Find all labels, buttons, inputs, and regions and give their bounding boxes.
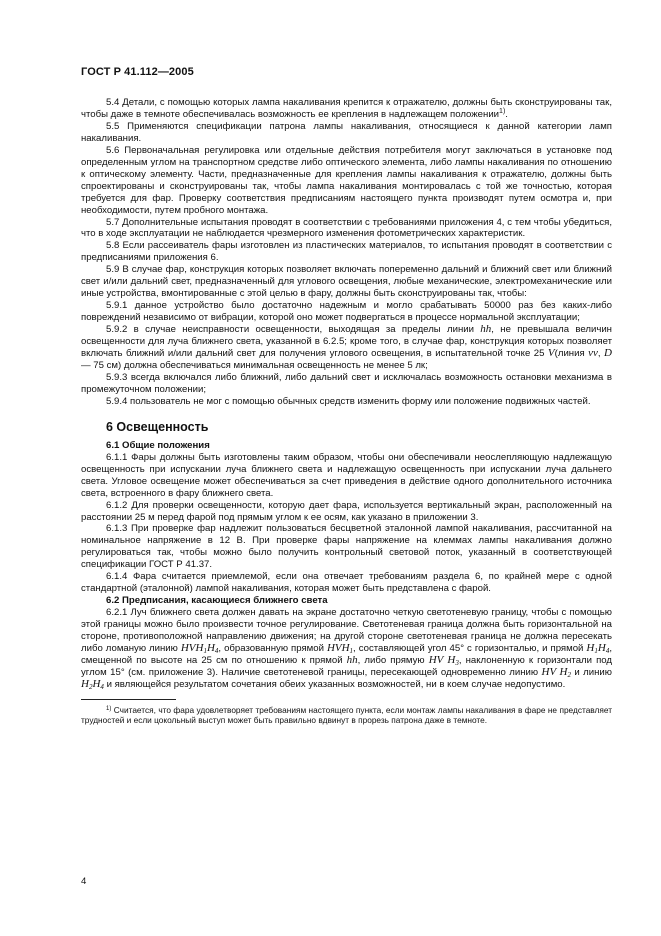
math-subscript: 1 xyxy=(349,646,354,655)
math-symbol: H xyxy=(206,641,215,654)
math-subscript: 2 xyxy=(88,682,93,691)
document-body xyxy=(81,97,612,726)
paragraph-text: , xyxy=(597,348,605,360)
paragraph-6-1-1: 6.1.1 Фары должны быть изготовлены таким образом, чтобы они обеспечивали неослепляющую надлежащую освещенность при испускании луча ближнего света и надлежащую освещенность при испускании луча дальнего света. Угловое освещение может обеспечиваться за счет приведения в действие одного дополнительного источника света, встроенного в фару ближнего света. xyxy=(81,451,612,499)
paragraph-text: , не превышала величин освещенности для луча ближнего света, указанной в 6.2.5; кроме того, в случае фар, конструкция которых позволяет включать ближний и/или дальний свет для получения углового освещения, в испытательной точке 25 xyxy=(81,324,612,360)
math-subscript: 4 xyxy=(214,646,219,655)
math-formula xyxy=(327,642,353,654)
math-symbol: HVH xyxy=(326,641,350,654)
paragraph-text: и линию xyxy=(570,666,612,678)
paragraph-5-9-3: 5.9.3 всегда включался либо ближний, либо дальний свет и исключалась возможность остановки механизма в промежуточном положении; xyxy=(81,371,612,395)
paragraph-5-5: 5.5 Применяются спецификации патрона лампы накаливания, относящиеся к данной категории ламп накаливания. xyxy=(81,120,612,144)
paragraph-5-8: 5.8 Если рассеиватель фары изготовлен из пластических материалов, то испытания проводят в соответствии с предписаниями приложения 6. xyxy=(81,240,612,264)
math-formula xyxy=(81,678,104,690)
math-subscript: 1 xyxy=(203,646,207,655)
math-symbol: HVH xyxy=(180,641,204,654)
paragraph-5-9-4: 5.9.4 пользователь не мог с помощью обычных средств изменить форму или положение подвижных частей. xyxy=(106,395,591,407)
footnote-reference: 1) xyxy=(499,107,506,115)
math-formula xyxy=(429,654,459,666)
paragraph-6-1-3: 6.1.3 При проверке фар надлежит пользоваться бесцветной эталонной лампой накаливания, рассчитанной на номинальное напряжение в 12 В. При проверке фары напряжение на клеммах лампы накаливания должно регулироваться так, чтобы можно было получить контрольный световой поток, указанный в соответствующей спецификации ГОСТ Р 41.37. xyxy=(81,523,612,571)
footnote xyxy=(81,705,612,726)
math-subscript: 4 xyxy=(605,646,610,655)
paragraph-text: (линия xyxy=(554,348,589,360)
document-header: ГОСТ Р 41.112—2005 xyxy=(81,66,194,78)
math-symbol: D xyxy=(604,347,612,360)
math-formula xyxy=(181,642,219,654)
math-symbol: H xyxy=(586,641,595,654)
paragraph-6-1-4: 6.1.4 Фара считается приемлемой, если она отвечает требованиям раздела 6, по крайней мере с одной стандартной (эталонной) лампой накаливания, которая может быть представлена с фарой. xyxy=(81,571,612,595)
paragraph-text: 6.2.1 Луч ближнего света должен давать на экране достаточно четкую светотеневую границу, чтобы с помощью этой границы можно было произвести точное регулирование. Светотеневая граница должна быть горизонтальной на стороне, противоположной направлению движения; на другой стороне светотеневая граница не должна пересекать либо ломаную линию xyxy=(81,607,612,654)
subsection-heading-6-1: 6.1 Общие положения xyxy=(106,439,210,451)
math-symbol: HV H xyxy=(541,665,568,678)
paragraph-text: , наклоненную к горизонтали под углом 15° (см. приложение 3). Наличие светотеневой границы, пересекающей одновременно линию xyxy=(81,654,613,678)
math-symbol: H xyxy=(597,641,606,654)
paragraph-text: , либо прямую xyxy=(357,654,429,666)
paragraph-text: 5.9.2 в случае неисправности освещенности, выходящая за пределы линии xyxy=(106,324,481,336)
paragraph-5-7: 5.7 Дополнительные испытания проводят в соответствии с требованиями приложения 4, с тем чтобы убедиться, что в ходе эксплуатации не наблюдается чрезмерного изменения фотометрических характеристик. xyxy=(81,216,612,240)
paragraph-5-9-1: 5.9.1 данное устройство было достаточно надежным и могло срабатывать 50000 раз без каких-либо повреждений независимо от вибрации, которой оно может подвергаться в процессе нормальной эксплуатации; xyxy=(81,300,612,324)
paragraph-text: — 75 см) должна обеспечиваться минимальная освещенность не менее 5 лк; xyxy=(81,359,428,371)
math-symbol: hh xyxy=(346,653,358,666)
paragraph-text: 5.4 Детали, с помощью которых лампа накаливания крепится к отражателю, должны быть сконструированы так, чтобы даже в темноте обеспечивалась возможность ее крепления в надлежащем положении xyxy=(81,97,612,120)
paragraph-text: и являющейся результатом сочетания обеих указанных возможностей, ни в коем случае недопустимо. xyxy=(103,678,566,690)
paragraph-5-6: 5.6 Первоначальная регулировка или отдельные действия потребителя могут заключаться в установке под определенным углом на транспортном средстве либо оптического элемента, либо лампы накаливания по отношению к оптическому элементу. Части, предназначенные для крепления лампы накаливания к отражателю, должны быть спроектированы и сконструированы так, чтобы лампа накаливания монтировалась с той же точностью, которая требуется для фар. Проверку соответствия предписаниям настоящего пункта производят путем осмотра и, при необходимости, путем пробного монтажа. xyxy=(81,144,612,216)
math-symbol: H xyxy=(92,677,101,690)
math-formula xyxy=(586,642,609,654)
math-symbol: vv xyxy=(588,347,598,360)
math-subscript: 4 xyxy=(100,682,104,691)
paragraph-5-9-2 xyxy=(81,324,612,372)
paragraph-text: , смещенной по высоте на 25 см по отношению к прямой xyxy=(81,642,612,666)
paragraph-text: , составляющей угол 45° с горизонталью, и прямой xyxy=(353,642,587,654)
math-symbol: HV H xyxy=(428,653,456,666)
subsection-heading-6-2: 6.2 Предписания, касающиеся ближнего света xyxy=(106,595,328,607)
footnote-mark: 1) xyxy=(106,705,112,712)
math-formula xyxy=(542,666,571,678)
footnote-text: Считается, что фара удовлетворяет требованиям настоящего пункта, если монтаж лампы накаливания в фаре не представляет трудностей и если цокольный выступ может быть правильно вдвинут в прорезь патрона даже в темноте. xyxy=(81,704,612,726)
math-symbol: H xyxy=(81,677,89,690)
math-subscript: 3 xyxy=(455,658,459,667)
math-symbol: V xyxy=(547,347,555,360)
paragraph-5-4 xyxy=(81,97,612,121)
math-subscript: 2 xyxy=(567,670,571,679)
paragraph-6-2-1 xyxy=(81,607,612,691)
paragraph-5-9: 5.9 В случае фар, конструкция которых позволяет включать попеременно дальний и ближний свет или ближний свет и/или дальний свет, предназначенный для углового освещения, любые механические, электромеханические или иные устройства, вмонтированные с этой целью в фару, должны быть сконструированы так, чтобы: xyxy=(81,264,612,300)
math-subscript: 1 xyxy=(594,646,598,655)
paragraph-6-1-2: 6.1.2 Для проверки освещенности, которую дает фара, используется вертикальный экран, расположенный на расстоянии 25 м перед фарой под прямым углом к ее осям, как указано в приложении 3. xyxy=(81,499,612,523)
footnote-divider xyxy=(81,699,176,700)
paragraph-text: . xyxy=(505,108,508,120)
math-symbol: hh xyxy=(480,323,492,336)
page-number: 4 xyxy=(81,876,87,887)
section-heading-6: 6 Освещенность xyxy=(106,419,209,434)
paragraph-text: , образованную прямой xyxy=(218,642,327,654)
